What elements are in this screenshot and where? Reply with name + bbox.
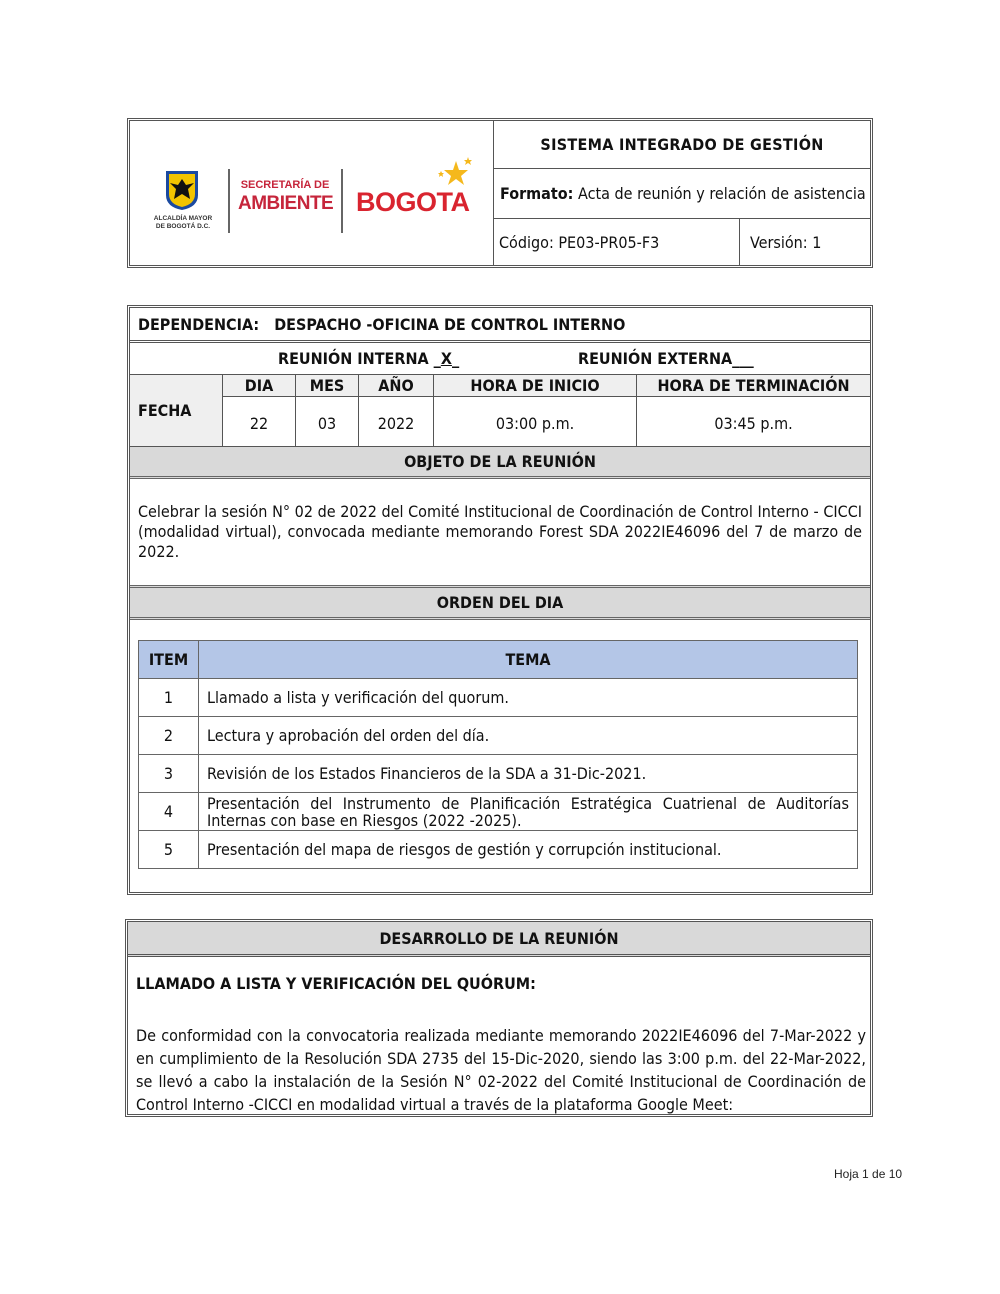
objeto-text: Celebrar la sesión N° 02 de 2022 del Comité Institucional de Coordinación de Control Interno - CICCI (modalidad virtual), convocada mediante memorando Forest SDA 2022IE46096 del 7 de marzo de 2022. bbox=[138, 502, 862, 561]
agenda-col-tema: TEMA bbox=[199, 641, 858, 679]
agenda-table bbox=[138, 640, 858, 869]
dependencia-row bbox=[130, 308, 870, 343]
alcaldia-line1: ALCALDÍA MAYOR bbox=[153, 215, 213, 222]
meeting-info-table bbox=[127, 305, 873, 895]
ano-value: 2022 bbox=[359, 397, 434, 446]
dependencia-value: DESPACHO -OFICINA DE CONTROL INTERNO bbox=[274, 314, 626, 334]
agenda-item-number: 3 bbox=[139, 755, 199, 793]
objeto-header: OBJETO DE LA REUNIÓN bbox=[130, 446, 870, 479]
alcaldia-line2: DE BOGOTÁ D.C. bbox=[155, 223, 211, 230]
agenda-item-tema: Presentación del mapa de riesgos de gestión y corrupción institucional. bbox=[199, 831, 858, 869]
table-row bbox=[139, 717, 858, 755]
ambiente-label: AMBIENTE bbox=[238, 193, 334, 214]
reunion-interna-mark: X bbox=[440, 349, 452, 368]
col-hora-inicio: HORA DE INICIO bbox=[434, 375, 637, 397]
col-ano: AÑO bbox=[359, 375, 434, 397]
desarrollo-subtitle: LLAMADO A LISTA Y VERIFICACIÓN DEL QUÓRUM: bbox=[136, 974, 536, 993]
reunion-interna-label: REUNIÓN INTERNA _ bbox=[278, 349, 441, 368]
agenda-item-number: 4 bbox=[139, 793, 199, 831]
agenda-item-number: 5 bbox=[139, 831, 199, 869]
col-hora-terminacion: HORA DE TERMINACIÓN bbox=[637, 375, 870, 397]
document-header-table bbox=[127, 118, 873, 268]
logo-area bbox=[130, 121, 494, 265]
table-row bbox=[139, 831, 858, 869]
fecha-label: FECHA bbox=[130, 375, 223, 446]
orden-header: ORDEN DEL DIA bbox=[130, 585, 870, 620]
secretaria-label: SECRETARÍA DE bbox=[240, 179, 330, 191]
reunion-interna bbox=[278, 349, 459, 368]
agenda-item-tema: Presentación del Instrumento de Planificación Estratégica Cuatrienal de Auditorías Internas con base en Riesgos (2022 -2025). bbox=[199, 793, 858, 831]
dependencia-label: DEPENDENCIA: bbox=[138, 314, 260, 334]
table-row bbox=[139, 755, 858, 793]
bogota-coat-of-arms-icon bbox=[164, 169, 200, 211]
version: Versión: 1 bbox=[750, 232, 822, 252]
dia-value: 22 bbox=[223, 397, 296, 446]
desarrollo-table bbox=[125, 919, 873, 1117]
codigo: Código: PE03-PR05-F3 bbox=[494, 219, 740, 265]
agenda-item-number: 1 bbox=[139, 679, 199, 717]
col-dia: DIA bbox=[223, 375, 296, 397]
page-number: Hoja 1 de 10 bbox=[834, 1167, 903, 1181]
agenda-item-tema: Revisión de los Estados Financieros de la SDA a 31-Dic-2021. bbox=[199, 755, 858, 793]
logo-divider bbox=[228, 169, 230, 233]
alcaldia-label bbox=[148, 215, 218, 231]
formato-label: Formato: bbox=[500, 184, 574, 203]
reunion-type-row bbox=[130, 343, 870, 375]
logo-divider bbox=[341, 169, 343, 233]
table-row bbox=[139, 679, 858, 717]
agenda-col-item: ITEM bbox=[139, 641, 199, 679]
agenda-item-tema: Llamado a lista y verificación del quorum. bbox=[199, 679, 858, 717]
agenda-item-number: 2 bbox=[139, 717, 199, 755]
agenda-header-row bbox=[139, 641, 858, 679]
system-title: SISTEMA INTEGRADO DE GESTIÓN bbox=[494, 121, 870, 169]
table-row bbox=[139, 793, 858, 831]
col-mes: MES bbox=[296, 375, 359, 397]
mes-value: 03 bbox=[296, 397, 359, 446]
hora-terminacion-value: 03:45 p.m. bbox=[714, 414, 793, 433]
reunion-externa: REUNIÓN EXTERNA___ bbox=[578, 349, 754, 368]
desarrollo-text: De conformidad con la convocatoria realizada mediante memorando 2022IE46096 del 7-Mar-2022 y en cumplimiento de la Resolución SDA 2735 del 15-Dic-2020, siendo las 3:00 p.m. del 22-Mar-2022, se llevó a cabo la instalación de la Sesión N° 02-2022 del Comité Institucional de Coordinación de Control Interno -CICCI en modalidad virtual a través de la plataforma Google Meet: bbox=[136, 1026, 866, 1114]
agenda-item-tema: Lectura y aprobación del orden del día. bbox=[199, 717, 858, 755]
desarrollo-header: DESARROLLO DE LA REUNIÓN bbox=[128, 922, 870, 957]
hora-inicio-value: 03:00 p.m. bbox=[434, 397, 637, 446]
stars-icon bbox=[436, 157, 472, 189]
bogota-logo: BOGOTA bbox=[356, 187, 470, 217]
reunion-interna-tail: _ bbox=[451, 349, 460, 368]
formato-value: Acta de reunión y relación de asistencia bbox=[578, 184, 866, 203]
formato-row bbox=[494, 169, 870, 219]
